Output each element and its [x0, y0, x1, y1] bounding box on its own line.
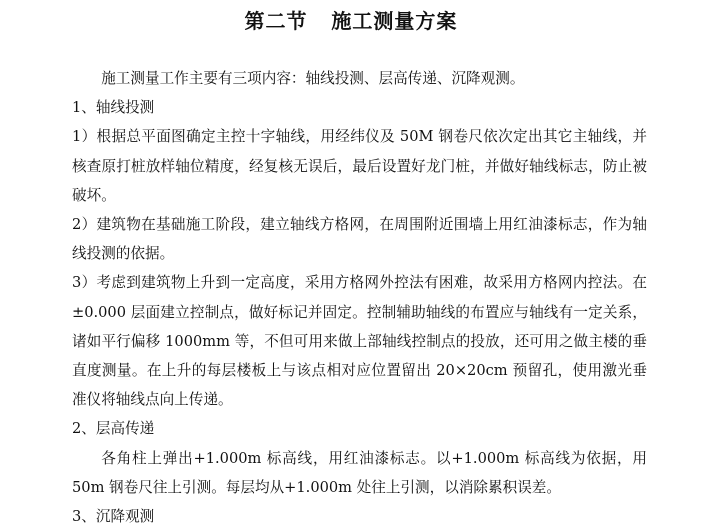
elevation-paragraph-1: 各角柱上弹出+1.000m 标高线，用红油漆标志。以+1.000m 标高线为依据，用 50m 钢卷尺往上引测。每层均从+1.000m 处往上引测，以消除累积误差。 [72, 449, 647, 496]
document-body [72, 64, 647, 531]
section-heading-settlement-observation: 3、沉降观测 [72, 508, 155, 526]
page-title: 第二节 施工测量方案 [244, 9, 458, 33]
intro-paragraph: 施工测量工作主要有三项内容：轴线投测、层高传递、沉降观测。 [101, 70, 525, 87]
axis-paragraph-3: 3）考虑到建筑物上升到一定高度，采用方格网外控法有困难，故采用方格网内控法。在±0.000 层面建立控制点，做好标记并固定。控制辅助轴线的布置应与轴线有一定关系， 诸如平行偏移 1000mm 等，不但可用来做上部轴线控制点的投放，还可用之做主楼的垂直度测量。在上升的每层楼板上与该点相对应位置留出 20×20cm 预留孔，使用激光垂准仪将轴线点向上传递。 [72, 274, 647, 409]
axis-paragraph-2: 2）建筑物在基础施工阶段，建立轴线方格网，在周围附近围墙上用红油漆标志，作为轴线投测的依据。 [72, 216, 647, 263]
axis-paragraph-1: 1）根据总平面图确定主控十字轴线，用经纬仪及 50M 钢卷尺依次定出其它主轴线，并核查原打桩放样轴位精度，经复核无误后，最后设置好龙门桩，并做好轴线标志，防止被破坏。 [72, 128, 647, 204]
section-heading-axis-projection: 1、轴线投测 [72, 99, 155, 117]
section-heading-elevation-transfer: 2、层高传递 [72, 420, 155, 438]
